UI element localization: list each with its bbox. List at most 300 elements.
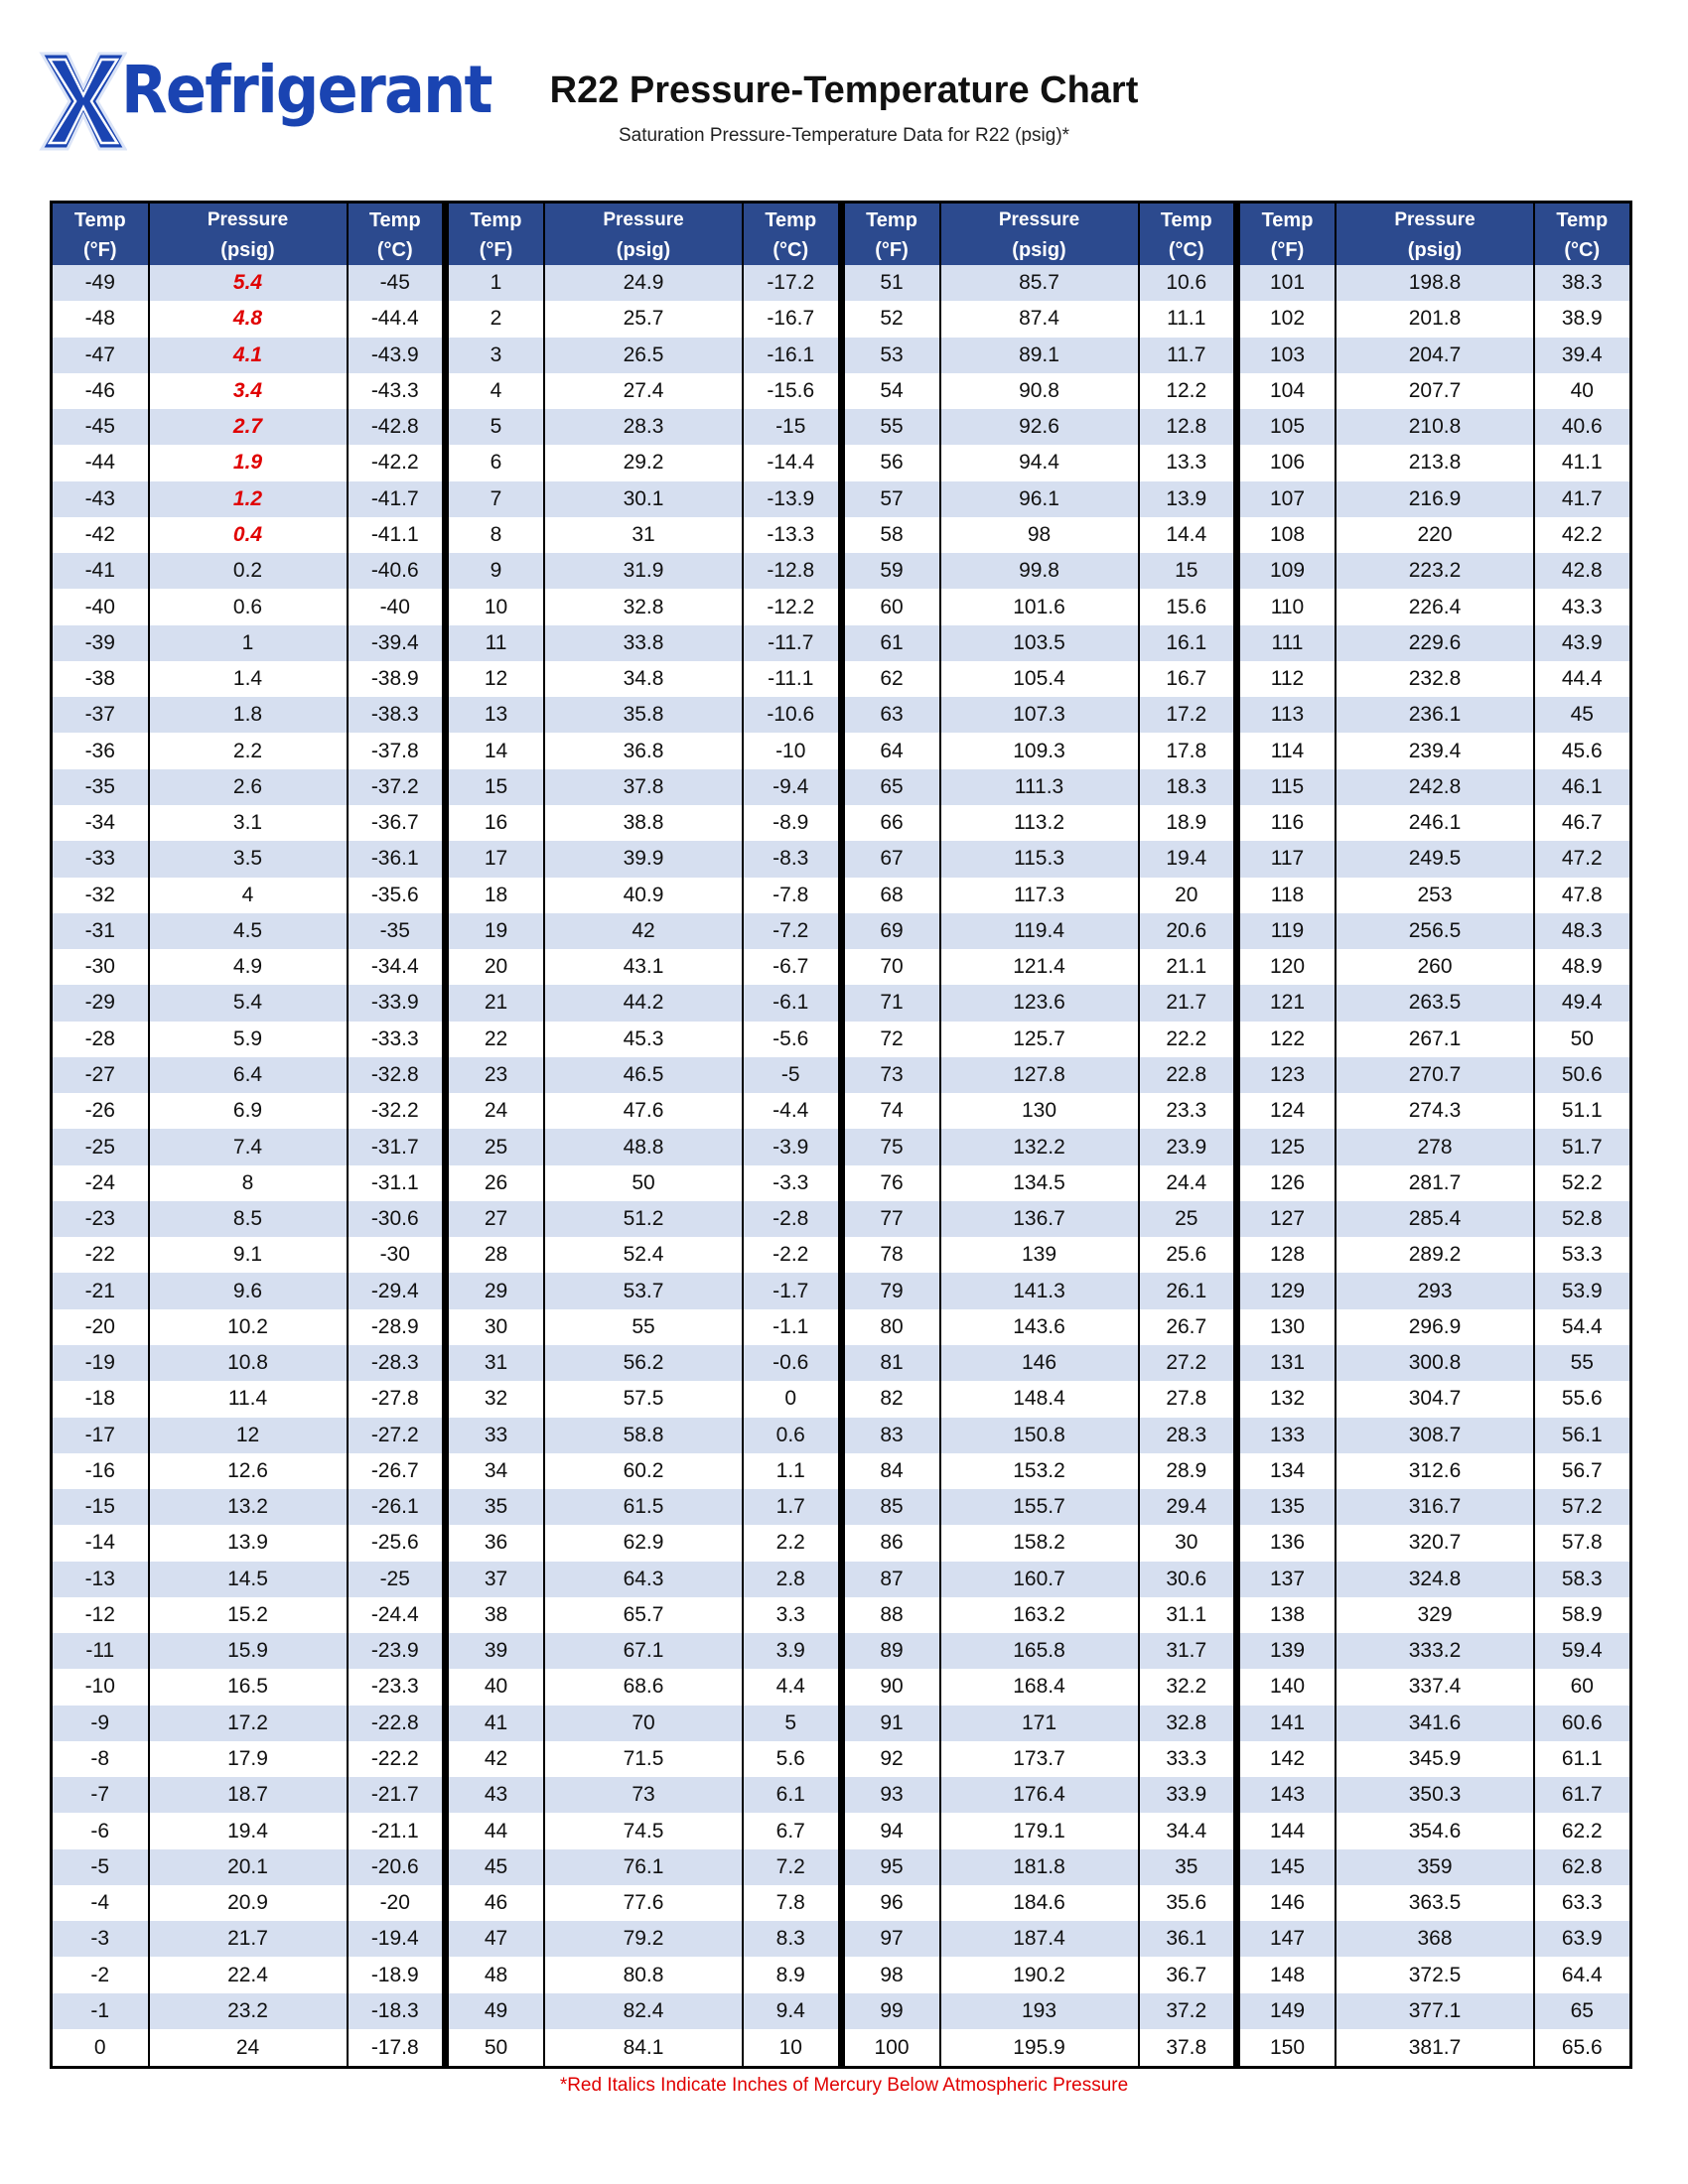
temp-c-cell: 37.8 [1139,2029,1235,2067]
temp-f-cell: 117 [1238,841,1336,877]
temp-f-cell: -16 [52,1453,149,1489]
temp-c-cell: -7.2 [743,913,839,949]
table-row [1238,1957,1630,1992]
temp-f-cell: -35 [52,769,149,805]
table-row [1238,805,1630,841]
pressure-cell: 33.8 [544,625,743,661]
pressure-cell: 132.2 [940,1129,1139,1164]
table-row [843,1453,1235,1489]
table-row [52,1237,444,1273]
table-row [447,1921,839,1957]
temp-c-cell: 25.6 [1139,1237,1235,1273]
table-row [52,1129,444,1164]
temp-f-cell: 139 [1238,1633,1336,1669]
temp-c-cell: 29.4 [1139,1489,1235,1525]
temp-f-cell: 66 [843,805,940,841]
table-row [1238,1813,1630,1848]
pressure-cell: 1 [149,625,348,661]
pressure-cell: 168.4 [940,1669,1139,1705]
table-row [1238,769,1630,805]
temp-f-cell: 44 [447,1813,544,1848]
temp-f-cell: 61 [843,625,940,661]
table-row [843,1489,1235,1525]
pressure-cell: 77.6 [544,1885,743,1921]
pressure-cell: 13.2 [149,1489,348,1525]
temp-c-cell: -36.1 [348,841,444,877]
temp-f-cell: -10 [52,1669,149,1705]
pressure-cell: 109.3 [940,733,1139,768]
temp-c-cell: 4.4 [743,1669,839,1705]
pressure-cell: 2.7 [149,409,348,445]
temp-f-cell: 53 [843,338,940,373]
pressure-cell: 324.8 [1336,1562,1534,1597]
temp-c-cell: 54.4 [1534,1309,1630,1345]
column-header-temp-c [1534,203,1630,266]
temp-f-cell: 60 [843,589,940,624]
table-row [1238,1921,1630,1957]
temp-f-cell: 69 [843,913,940,949]
temp-c-cell: -41.7 [348,481,444,517]
temp-c-cell: 26.1 [1139,1273,1235,1308]
temp-f-cell: 73 [843,1057,940,1093]
temp-c-cell: 46.1 [1534,769,1630,805]
pressure-cell: 187.4 [940,1921,1139,1957]
pressure-cell: 0.4 [149,517,348,553]
temp-f-cell: 41 [447,1706,544,1741]
temp-c-cell: 31.1 [1139,1597,1235,1633]
pressure-cell: 8 [149,1165,348,1201]
header-label: Pressure [603,209,684,230]
temp-f-cell: 121 [1238,985,1336,1021]
temp-c-cell: 55.6 [1534,1381,1630,1417]
pressure-cell: 134.5 [940,1165,1139,1201]
table-row [843,661,1235,697]
table-row [1238,1381,1630,1417]
temp-c-cell: -23.3 [348,1669,444,1705]
table-row [52,878,444,913]
temp-c-cell: -34.4 [348,949,444,985]
table-row [447,1525,839,1561]
temp-c-cell: 64.4 [1534,1957,1630,1992]
table-row [1238,517,1630,553]
table-row [52,1201,444,1237]
temp-f-cell: -37 [52,697,149,733]
pressure-cell: 204.7 [1336,338,1534,373]
temp-f-cell: 21 [447,985,544,1021]
temp-f-cell: 51 [843,265,940,301]
header-unit: (°C) [1168,239,1204,261]
table-row [447,301,839,337]
table-row [1238,589,1630,624]
temp-c-cell: 17.8 [1139,733,1235,768]
pressure-cell: 16.5 [149,1669,348,1705]
temp-f-cell: 82 [843,1381,940,1417]
temp-f-cell: 99 [843,1993,940,2029]
temp-f-cell: -23 [52,1201,149,1237]
header-label: Temp [1556,209,1609,231]
header-label: Temp [1160,209,1212,231]
header-unit: (psig) [1407,239,1463,261]
header-label: Temp [368,209,421,231]
pressure-cell: 256.5 [1336,913,1534,949]
temp-f-cell: 30 [447,1309,544,1345]
table-row [1238,985,1630,1021]
table-row [52,913,444,949]
temp-c-cell: -17.2 [743,265,839,301]
temp-c-cell: -23.9 [348,1633,444,1669]
temp-f-cell: -6 [52,1813,149,1848]
pressure-cell: 111.3 [940,769,1139,805]
temp-f-cell: 115 [1238,769,1336,805]
temp-c-cell: -5.6 [743,1022,839,1057]
temp-c-cell: 25 [1139,1201,1235,1237]
table-row [52,373,444,409]
temp-f-cell: 136 [1238,1525,1336,1561]
pressure-cell: 103.5 [940,625,1139,661]
temp-f-cell: -25 [52,1129,149,1164]
temp-c-cell: -22.8 [348,1706,444,1741]
temp-f-cell: -18 [52,1381,149,1417]
temp-c-cell: 47.8 [1534,878,1630,913]
temp-c-cell: 2.2 [743,1525,839,1561]
temp-f-cell: 59 [843,553,940,589]
temp-f-cell: -27 [52,1057,149,1093]
table-row [843,1885,1235,1921]
pressure-cell: 6.9 [149,1093,348,1129]
table-row [1238,1093,1630,1129]
pressure-cell: 57.5 [544,1381,743,1417]
table-row [1238,1706,1630,1741]
temp-c-cell: -30 [348,1237,444,1273]
pressure-cell: 121.4 [940,949,1139,985]
header-row [1238,203,1630,266]
temp-f-cell: -31 [52,913,149,949]
table-row [52,949,444,985]
temp-c-cell: -7.8 [743,878,839,913]
table-row [1238,841,1630,877]
table-row [52,1921,444,1957]
pressure-cell: 226.4 [1336,589,1534,624]
temp-c-cell: 3.9 [743,1633,839,1669]
pressure-cell: 345.9 [1336,1741,1534,1777]
temp-f-cell: -7 [52,1777,149,1813]
temp-c-cell: 36.1 [1139,1921,1235,1957]
pressure-cell: 11.4 [149,1381,348,1417]
temp-f-cell: 103 [1238,338,1336,373]
temp-c-cell: 32.8 [1139,1706,1235,1741]
table-row [843,1381,1235,1417]
table-row [1238,1453,1630,1489]
temp-c-cell: 10 [743,2029,839,2067]
temp-f-cell: 45 [447,1849,544,1885]
pressure-cell: 115.3 [940,841,1139,877]
table-row [52,1525,444,1561]
temp-c-cell: 56.7 [1534,1453,1630,1489]
table-row [843,913,1235,949]
temp-f-cell: 33 [447,1418,544,1453]
table-row [52,1993,444,2029]
table-row [447,1237,839,1273]
pressure-cell: 90.8 [940,373,1139,409]
table-row [52,1849,444,1885]
pressure-cell: 267.1 [1336,1022,1534,1057]
table-row [52,2029,444,2067]
temp-c-cell: 63.3 [1534,1885,1630,1921]
pressure-cell: 32.8 [544,589,743,624]
temp-c-cell: -31.7 [348,1129,444,1164]
temp-c-cell: 62.8 [1534,1849,1630,1885]
pressure-cell: 79.2 [544,1921,743,1957]
pressure-cell: 246.1 [1336,805,1534,841]
table-row [52,1273,444,1308]
pressure-cell: 207.7 [1336,373,1534,409]
temp-f-cell: 22 [447,1022,544,1057]
temp-c-cell: 31.7 [1139,1633,1235,1669]
pressure-cell: 216.9 [1336,481,1534,517]
table-row [843,1129,1235,1164]
temp-f-cell: 142 [1238,1741,1336,1777]
temp-f-cell: -39 [52,625,149,661]
column-header-temp-f [1238,203,1336,266]
temp-f-cell: 122 [1238,1022,1336,1057]
temp-f-cell: 52 [843,301,940,337]
temp-c-cell: 2.8 [743,1562,839,1597]
temp-c-cell: -28.9 [348,1309,444,1345]
table-row [1238,1777,1630,1813]
temp-f-cell: -12 [52,1597,149,1633]
pressure-cell: 107.3 [940,697,1139,733]
table-row [447,1813,839,1848]
temp-c-cell: -20 [348,1885,444,1921]
temp-f-cell: -15 [52,1489,149,1525]
table-row [447,1489,839,1525]
temp-f-cell: 43 [447,1777,544,1813]
pressure-cell: 25.7 [544,301,743,337]
table-row [52,553,444,589]
table-row [843,1921,1235,1957]
temp-c-cell: 44.4 [1534,661,1630,697]
temp-f-cell: -13 [52,1562,149,1597]
temp-c-cell: 33.3 [1139,1741,1235,1777]
table-row [1238,949,1630,985]
page-subtitle: Saturation Pressure-Temperature Data for R22 (psig)* [618,125,1070,146]
column-header-temp-f [52,203,149,266]
pt-table-4 [1236,201,1632,2069]
table-row [447,697,839,733]
temp-c-cell: 0.6 [743,1418,839,1453]
header-unit: (°C) [773,239,809,261]
pressure-cell: 8.5 [149,1201,348,1237]
pressure-cell: 47.6 [544,1093,743,1129]
temp-f-cell: 123 [1238,1057,1336,1093]
table-row [843,625,1235,661]
temp-c-cell: -0.6 [743,1345,839,1381]
table-row [52,1453,444,1489]
temp-f-cell: 78 [843,1237,940,1273]
temp-c-cell: 14.4 [1139,517,1235,553]
temp-c-cell: 43.9 [1534,625,1630,661]
temp-c-cell: -11.1 [743,661,839,697]
column-header-pressure [149,203,348,266]
temp-f-cell: 127 [1238,1201,1336,1237]
table-row [447,1093,839,1129]
table-row [447,625,839,661]
temp-f-cell: 18 [447,878,544,913]
temp-f-cell: 133 [1238,1418,1336,1453]
pt-chart-tables [50,201,1634,2069]
temp-f-cell: 3 [447,338,544,373]
table-row [1238,913,1630,949]
table-row [447,805,839,841]
temp-f-cell: 135 [1238,1489,1336,1525]
temp-c-cell: -16.7 [743,301,839,337]
table-row [52,1057,444,1093]
temp-f-cell: 87 [843,1562,940,1597]
table-row [843,1057,1235,1093]
temp-c-cell: 5 [743,1706,839,1741]
temp-c-cell: 18.3 [1139,769,1235,805]
temp-f-cell: -44 [52,445,149,480]
temp-c-cell: 13.9 [1139,481,1235,517]
temp-c-cell: -30.6 [348,1201,444,1237]
pressure-cell: 350.3 [1336,1777,1534,1813]
temp-c-cell: -15.6 [743,373,839,409]
pressure-cell: 56.2 [544,1345,743,1381]
pressure-cell: 67.1 [544,1633,743,1669]
temp-c-cell: -40.6 [348,553,444,589]
pressure-cell: 15.2 [149,1597,348,1633]
pressure-cell: 89.1 [940,338,1139,373]
table-row [843,445,1235,480]
temp-c-cell: -11.7 [743,625,839,661]
table-row [843,1201,1235,1237]
temp-f-cell: 47 [447,1921,544,1957]
table-row [1238,265,1630,301]
pressure-cell: 17.9 [149,1741,348,1777]
temp-c-cell: 36.7 [1139,1957,1235,1992]
temp-f-cell: 126 [1238,1165,1336,1201]
table-row [52,1345,444,1381]
pressure-cell: 337.4 [1336,1669,1534,1705]
pressure-cell: 24.9 [544,265,743,301]
table-row [52,1597,444,1633]
table-row [447,1057,839,1093]
temp-f-cell: 32 [447,1381,544,1417]
temp-c-cell: 30.6 [1139,1562,1235,1597]
temp-f-cell: 106 [1238,445,1336,480]
temp-f-cell: 36 [447,1525,544,1561]
pressure-cell: 4 [149,878,348,913]
table-row [447,445,839,480]
table-row [843,697,1235,733]
pressure-cell: 130 [940,1093,1139,1129]
pressure-cell: 44.2 [544,985,743,1021]
pressure-cell: 51.2 [544,1201,743,1237]
temp-f-cell: 58 [843,517,940,553]
pressure-cell: 163.2 [940,1597,1139,1633]
temp-f-cell: 105 [1238,409,1336,445]
temp-f-cell: 116 [1238,805,1336,841]
table-row [447,1562,839,1597]
temp-c-cell: -12.8 [743,553,839,589]
temp-c-cell: 28.3 [1139,1418,1235,1453]
table-row [447,1993,839,2029]
temp-c-cell: 45.6 [1534,733,1630,768]
pressure-cell: 173.7 [940,1741,1139,1777]
pressure-cell: 38.8 [544,805,743,841]
pressure-cell: 5.9 [149,1022,348,1057]
temp-f-cell: 94 [843,1813,940,1848]
temp-c-cell: -17.8 [348,2029,444,2067]
temp-f-cell: 16 [447,805,544,841]
temp-f-cell: 17 [447,841,544,877]
temp-f-cell: 76 [843,1165,940,1201]
temp-f-cell: 54 [843,373,940,409]
temp-c-cell: 42.8 [1534,553,1630,589]
pressure-cell: 70 [544,1706,743,1741]
temp-c-cell: 51.7 [1534,1129,1630,1164]
table-row [52,1022,444,1057]
table-row [447,1741,839,1777]
table-row [843,1706,1235,1741]
temp-c-cell: 49.4 [1534,985,1630,1021]
temp-f-cell: -2 [52,1957,149,1992]
table-row [447,553,839,589]
pressure-cell: 82.4 [544,1993,743,2029]
table-row [843,985,1235,1021]
temp-c-cell: -13.3 [743,517,839,553]
pressure-cell: 42 [544,913,743,949]
header-row [447,203,839,266]
temp-c-cell: -26.1 [348,1489,444,1525]
temp-f-cell: 146 [1238,1885,1336,1921]
pressure-cell: 105.4 [940,661,1139,697]
temp-f-cell: 111 [1238,625,1336,661]
pressure-cell: 58.8 [544,1418,743,1453]
table-row [1238,1489,1630,1525]
temp-c-cell: 7.8 [743,1885,839,1921]
temp-f-cell: 100 [843,2029,940,2067]
temp-c-cell: 19.4 [1139,841,1235,877]
temp-f-cell: 148 [1238,1957,1336,1992]
temp-c-cell: -29.4 [348,1273,444,1308]
temp-f-cell: 108 [1238,517,1336,553]
pressure-cell: 12 [149,1418,348,1453]
temp-f-cell: -46 [52,373,149,409]
temp-f-cell: 70 [843,949,940,985]
pressure-cell: 239.4 [1336,733,1534,768]
table-row [447,949,839,985]
temp-c-cell: 48.3 [1534,913,1630,949]
temp-f-cell: 130 [1238,1309,1336,1345]
pressure-cell: 20.1 [149,1849,348,1885]
temp-f-cell: 7 [447,481,544,517]
table-row [1238,1273,1630,1308]
pressure-cell: 184.6 [940,1885,1139,1921]
pressure-cell: 14.5 [149,1562,348,1597]
temp-f-cell: -24 [52,1165,149,1201]
table-row [52,589,444,624]
temp-f-cell: 42 [447,1741,544,1777]
temp-f-cell: 137 [1238,1562,1336,1597]
pressure-cell: 1.9 [149,445,348,480]
temp-c-cell: 8.9 [743,1957,839,1992]
pressure-cell: 5.4 [149,265,348,301]
temp-f-cell: 46 [447,1885,544,1921]
pressure-cell: 165.8 [940,1633,1139,1669]
pressure-cell: 20.9 [149,1885,348,1921]
temp-f-cell: -20 [52,1309,149,1345]
